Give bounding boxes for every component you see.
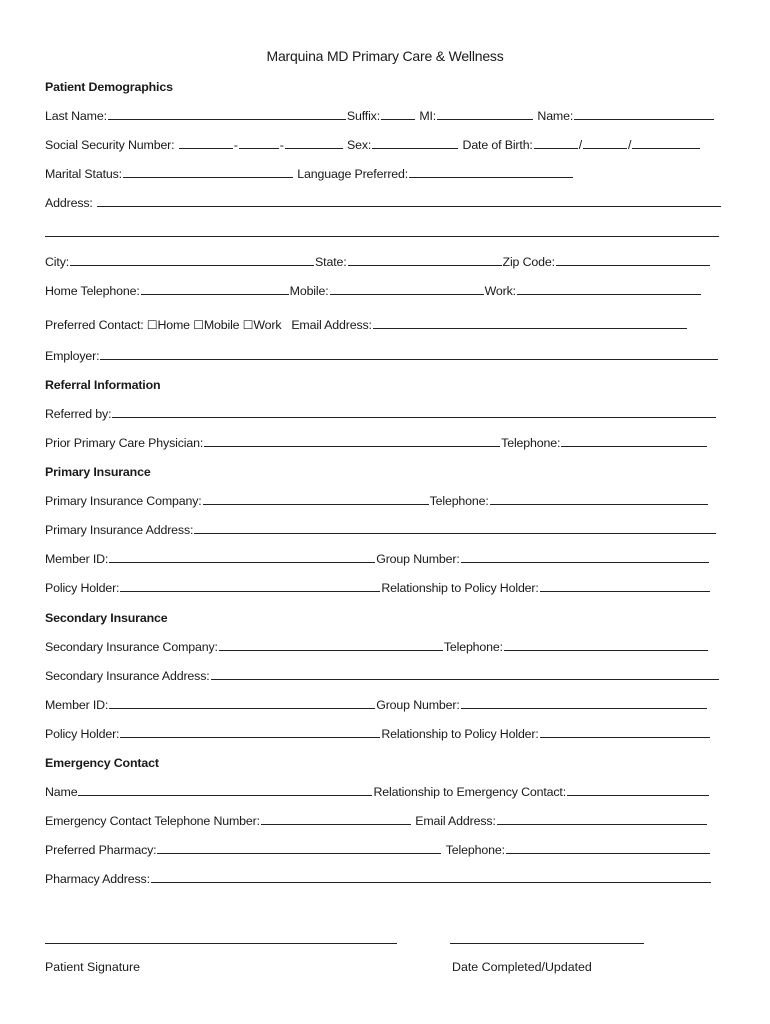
patient-signature-label: Patient Signature — [45, 960, 141, 974]
ssn-field-3[interactable] — [285, 136, 343, 149]
employer-label: Employer: — [45, 349, 100, 363]
secondary-address-label: Secondary Insurance Address: — [45, 669, 210, 683]
primary-member-id-field[interactable] — [109, 550, 375, 563]
marital-status-label: Marital Status: — [45, 167, 122, 181]
dob-month-field[interactable] — [534, 136, 578, 149]
emergency-name-label: Name — [45, 785, 78, 799]
primary-address-field[interactable] — [194, 521, 716, 534]
secondary-relationship-field[interactable] — [540, 725, 710, 738]
city-label: City: — [45, 255, 70, 269]
row-emergency-phone — [45, 812, 725, 830]
mobile-field[interactable] — [330, 282, 484, 295]
name-label: Name: — [537, 109, 574, 123]
email-field[interactable] — [373, 316, 687, 329]
row-secondary-policy — [45, 725, 725, 743]
ssn-field-1[interactable] — [179, 136, 233, 149]
secondary-telephone-field[interactable] — [504, 638, 708, 651]
secondary-relationship-label: Relationship to Policy Holder: — [381, 727, 539, 741]
row-pharmacy-address — [45, 870, 725, 888]
preferred-contact-label: Preferred Contact: — [45, 318, 144, 332]
last-name-label: Last Name: — [45, 109, 107, 123]
secondary-group-number-label: Group Number: — [376, 698, 460, 712]
address-field-2[interactable] — [45, 224, 719, 237]
ssn-label: Social Security Number: — [45, 138, 175, 152]
primary-group-number-field[interactable] — [461, 550, 709, 563]
primary-policy-holder-label: Policy Holder: — [45, 581, 120, 595]
mi-field[interactable] — [437, 107, 533, 120]
home-option-label: Home — [157, 318, 190, 332]
home-telephone-field[interactable] — [141, 282, 289, 295]
secondary-member-id-field[interactable] — [109, 696, 375, 709]
emergency-email-field[interactable] — [497, 812, 707, 825]
zip-label: Zip Code: — [502, 255, 555, 269]
row-pharmacy — [45, 841, 725, 859]
secondary-member-id-label: Member ID: — [45, 698, 109, 712]
secondary-company-field[interactable] — [219, 638, 443, 651]
row-marital — [45, 165, 725, 183]
ssn-field-2[interactable] — [239, 136, 279, 149]
primary-relationship-label: Relationship to Policy Holder: — [381, 581, 539, 595]
primary-company-field[interactable] — [203, 492, 429, 505]
secondary-address-field[interactable] — [211, 667, 719, 680]
pharmacy-field[interactable] — [157, 841, 441, 854]
row-primary-address — [45, 521, 725, 539]
language-field[interactable] — [409, 165, 573, 178]
prior-pcp-field[interactable] — [204, 434, 500, 447]
section-referral-information: Referral Information — [45, 378, 161, 392]
row-preferred-contact — [45, 316, 725, 334]
prior-pcp-label: Prior Primary Care Physician: — [45, 436, 204, 450]
email-label: Email Address: — [291, 318, 372, 332]
row-address-2 — [45, 224, 725, 242]
row-primary-policy — [45, 579, 725, 597]
emergency-name-field[interactable] — [78, 783, 372, 796]
section-primary-insurance: Primary Insurance — [45, 465, 151, 479]
row-employer — [45, 347, 725, 365]
zip-field[interactable] — [556, 253, 710, 266]
primary-address-label: Primary Insurance Address: — [45, 523, 194, 537]
row-secondary-company — [45, 638, 725, 656]
sex-label: Sex: — [347, 138, 372, 152]
suffix-label: Suffix: — [346, 109, 381, 123]
row-prior-pcp — [45, 434, 725, 452]
section-secondary-insurance: Secondary Insurance — [45, 611, 168, 625]
date-completed-label: Date Completed/Updated — [452, 960, 592, 974]
row-primary-company — [45, 492, 725, 510]
row-secondary-member — [45, 696, 725, 714]
mobile-label: Mobile: — [289, 284, 329, 298]
employer-field[interactable] — [100, 347, 718, 360]
row-address — [45, 194, 725, 212]
pharmacy-telephone-label: Telephone: — [445, 843, 505, 857]
secondary-policy-holder-field[interactable] — [120, 725, 380, 738]
work-checkbox[interactable]: ☐ — [242, 318, 254, 332]
secondary-group-number-field[interactable] — [461, 696, 707, 709]
prior-pcp-telephone-label: Telephone: — [501, 436, 561, 450]
emergency-phone-field[interactable] — [261, 812, 411, 825]
city-field[interactable] — [70, 253, 314, 266]
emergency-phone-label: Emergency Contact Telephone Number: — [45, 814, 260, 828]
referred-by-field[interactable] — [112, 405, 716, 418]
row-phones — [45, 282, 725, 300]
row-name — [45, 107, 725, 125]
language-label: Language Preferred: — [297, 167, 409, 181]
last-name-field[interactable] — [108, 107, 346, 120]
secondary-policy-holder-label: Policy Holder: — [45, 727, 120, 741]
work-field[interactable] — [517, 282, 701, 295]
emergency-relationship-field[interactable] — [567, 783, 709, 796]
row-primary-member — [45, 550, 725, 568]
work-label: Work: — [484, 284, 516, 298]
primary-telephone-label: Telephone: — [429, 494, 489, 508]
work-option-label: Work — [253, 318, 282, 332]
row-city — [45, 253, 725, 271]
form-title: Marquina MD Primary Care & Wellness — [266, 48, 504, 64]
primary-group-number-label: Group Number: — [376, 552, 460, 566]
referred-by-label: Referred by: — [45, 407, 112, 421]
pharmacy-address-label: Pharmacy Address: — [45, 872, 150, 886]
prior-pcp-telephone-field[interactable] — [561, 434, 707, 447]
primary-member-id-label: Member ID: — [45, 552, 109, 566]
address-label: Address: — [45, 196, 93, 210]
home-telephone-label: Home Telephone: — [45, 284, 140, 298]
primary-company-label: Primary Insurance Company: — [45, 494, 202, 508]
name-field[interactable] — [574, 107, 714, 120]
section-emergency-contact: Emergency Contact — [45, 756, 159, 770]
suffix-field[interactable] — [381, 107, 415, 120]
mobile-option-label: Mobile — [203, 318, 240, 332]
emergency-relationship-label: Relationship to Emergency Contact: — [373, 785, 567, 799]
state-field[interactable] — [348, 253, 502, 266]
secondary-telephone-label: Telephone: — [443, 640, 503, 654]
marital-status-field[interactable] — [123, 165, 293, 178]
patient-signature-line[interactable] — [45, 943, 397, 944]
primary-policy-holder-field[interactable] — [120, 579, 380, 592]
section-patient-demographics: Patient Demographics — [45, 80, 173, 94]
primary-telephone-field[interactable] — [490, 492, 708, 505]
home-checkbox[interactable]: ☐ — [146, 318, 158, 332]
row-secondary-address — [45, 667, 725, 685]
mobile-checkbox[interactable]: ☐ — [193, 318, 204, 332]
sex-field[interactable] — [372, 136, 458, 149]
pharmacy-address-field[interactable] — [151, 870, 711, 883]
dob-year-field[interactable] — [632, 136, 700, 149]
row-ssn: Social Security Number: - - Sex: Date of Birth: / / — [45, 136, 725, 154]
primary-relationship-field[interactable] — [540, 579, 710, 592]
row-emergency-name — [45, 783, 725, 801]
secondary-company-label: Secondary Insurance Company: — [45, 640, 218, 654]
dob-label: Date of Birth: — [462, 138, 533, 152]
emergency-email-label: Email Address: — [415, 814, 496, 828]
row-referred-by — [45, 405, 725, 423]
pharmacy-label: Preferred Pharmacy: — [45, 843, 157, 857]
state-label: State: — [315, 255, 347, 269]
pharmacy-telephone-field[interactable] — [506, 841, 710, 854]
dob-day-field[interactable] — [583, 136, 627, 149]
date-completed-line[interactable] — [450, 943, 644, 944]
address-field-1[interactable] — [97, 194, 721, 207]
mi-label: MI: — [419, 109, 437, 123]
